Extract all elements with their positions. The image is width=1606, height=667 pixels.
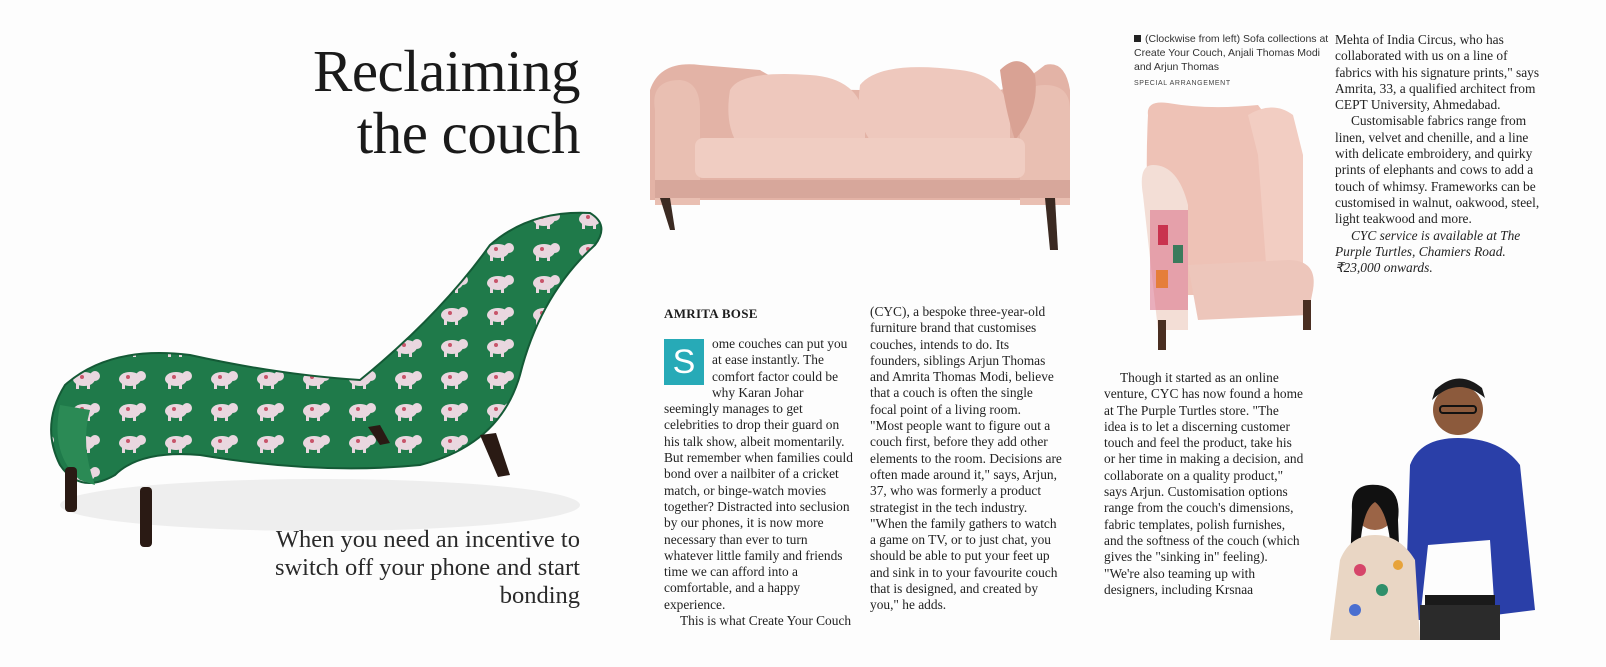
sofa-image xyxy=(640,30,1080,260)
dropcap: S xyxy=(664,339,704,385)
headline-line-2: the couch xyxy=(356,100,580,166)
col3-paragraph-1: Though it started as an online venture, CYC has now found a home at The Purple Turtles store. "The idea is to let a discerning customer touch and feel the product, take his or her time in making a decision, and collaborate on a quality product," says Arjun. Customisation options range from the couch's dimensions, fabric templates, polish furnishes, and the softness of the couch (which gives the "sinking in" feeling). "We're also teaming up with designers, including Krsnaa xyxy=(1104,370,1304,597)
col1-paragraph-1 xyxy=(664,336,856,613)
col4-paragraph-2: Customisable fabrics range from linen, velvet and chenille, and a line with delicate embroidery, and quirky prints of elephants and cows to add a touch of whimsy. Frameworks can be customised in walnut, oakwood, steel, light teakwood and more. xyxy=(1335,113,1540,227)
col1-paragraph-1-text: ome couches can put you at ease instantly. The comfort factor could be why Karan Johar seemingly manages to get celebrities to drop their guard on his talk show, albeit momentarily. But remember when families could bond over a nailbiter of a cricket match, or binge-watch movies together? Distracted into seclusion by our phones, it is now more necessary than ever to turn whatever little family and friends time we can afford into a comfortable, and a happy experience. xyxy=(664,336,853,612)
founders-photo xyxy=(1320,370,1560,640)
headline-line-1: Reclaiming xyxy=(313,38,580,104)
column-3 xyxy=(1104,370,1304,598)
photo-caption xyxy=(1134,32,1334,74)
photo-credit: SPECIAL ARRANGEMENT xyxy=(1134,80,1231,87)
col2-paragraph-1: (CYC), a bespoke three-year-old furniture brand that customises couches, intends to do. Its founders, siblings Arjun Thomas and Amrita Thomas Modi, believe that a couch is often the single focal point of a living room. xyxy=(870,304,1054,417)
column-2 xyxy=(870,304,1062,614)
armchair-image xyxy=(1128,95,1338,355)
headline xyxy=(160,40,580,164)
chaise-lounge-image xyxy=(20,205,610,565)
col2-paragraph-2: "Most people want to figure out a couch first, before they add other elements to the room. Decisions are often made around it," says, Arjun, 37, who was formerly a product strategist in the tech industry. "When the family gathers to watch a game on TV, or to just chat, you should be able to put your feet up and sink in to your favourite couch that is designed, and created by you," he adds. xyxy=(870,418,1062,613)
column-4 xyxy=(1335,32,1543,276)
col4-service-info: CYC service is available at The Purple Turtles, Chamiers Road. ₹23,000 onwards. xyxy=(1335,227,1521,276)
col1-paragraph-2: This is what Create Your Couch xyxy=(680,613,852,629)
byline: AMRITA BOSE xyxy=(664,306,758,321)
column-1 xyxy=(664,336,856,629)
caption-text: (Clockwise from left) Sofa collections at Create Your Couch, Anjali Thomas Modi and Arjun Thomas xyxy=(1134,33,1329,73)
deck-subheadline: When you need an incentive to switch off your phone and start bonding xyxy=(274,526,580,609)
caption-square-icon xyxy=(1134,35,1141,42)
col4-paragraph-1: Mehta of India Circus, who has collaborated with us on a line of fabrics with his signature prints," says Amrita, 33, a qualified architect from CEPT University, Ahmedabad. xyxy=(1335,32,1540,113)
